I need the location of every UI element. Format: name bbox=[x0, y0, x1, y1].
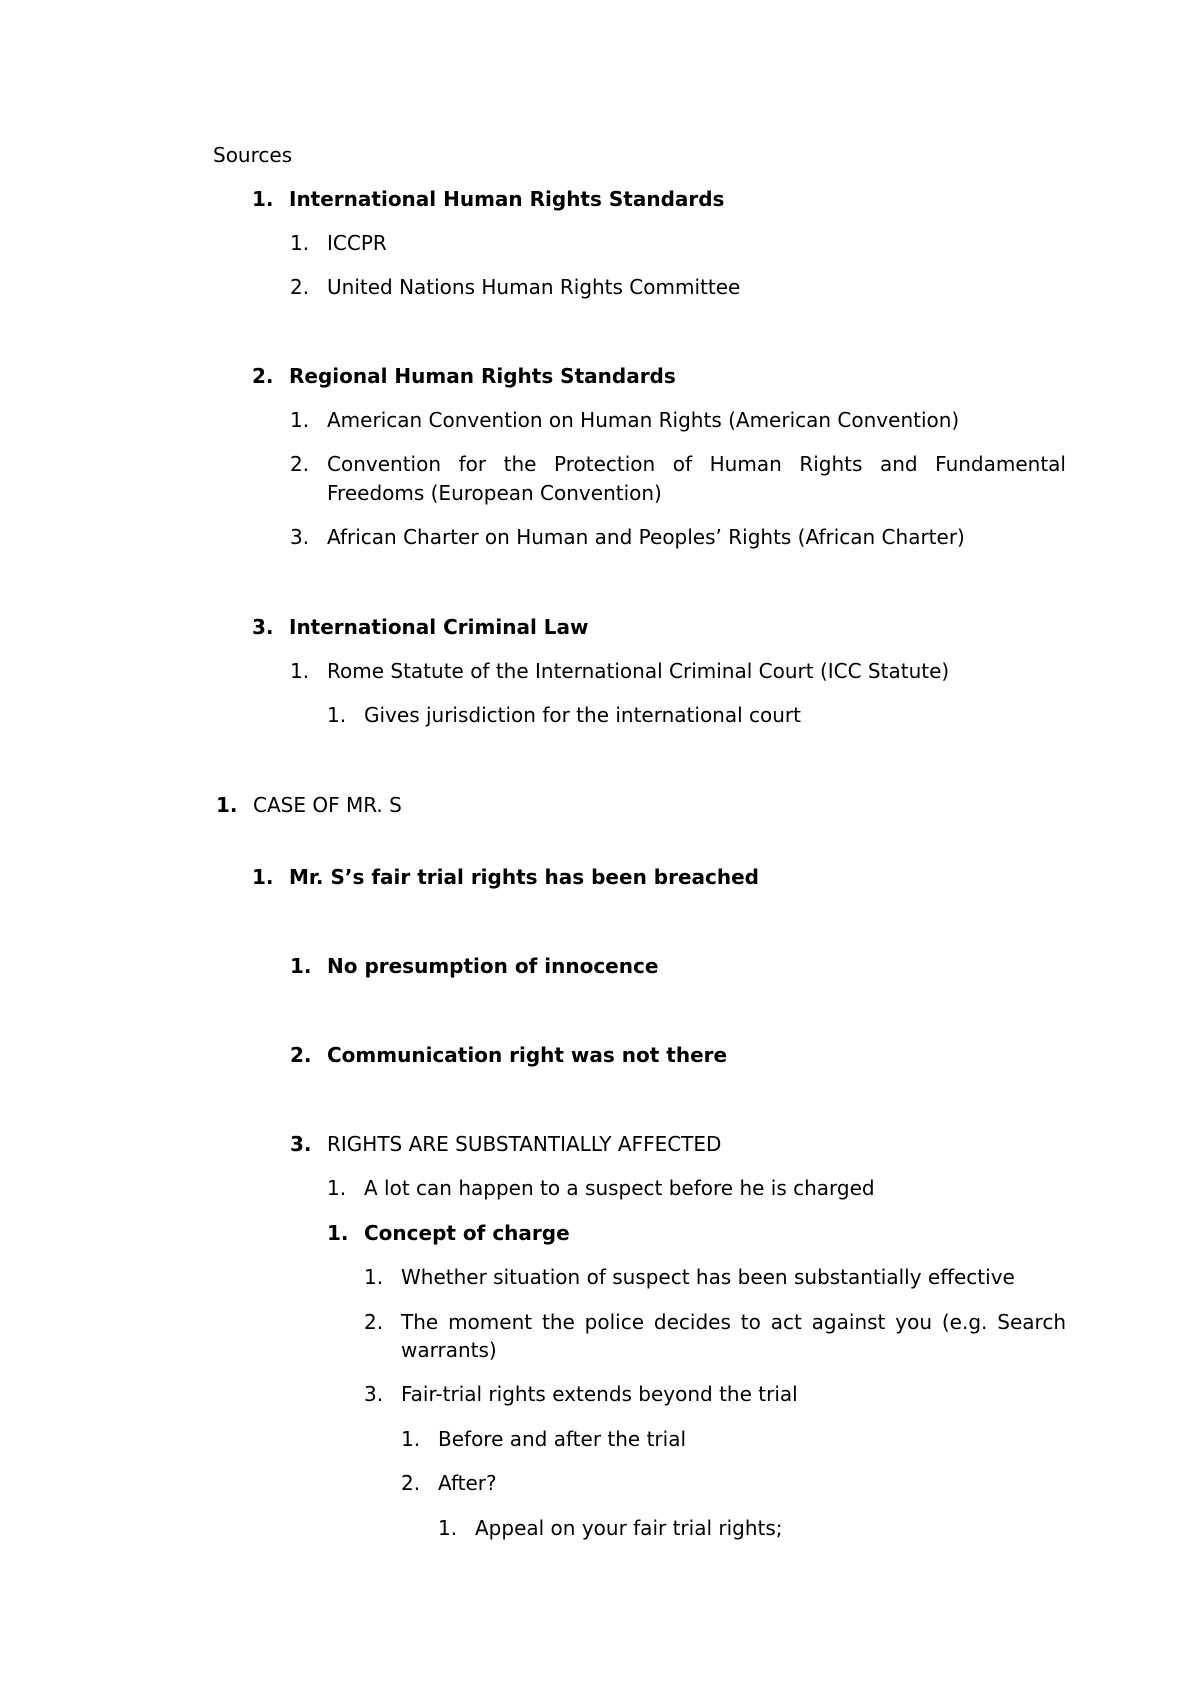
case-point-number: 1. bbox=[252, 865, 274, 889]
list-number: 1. bbox=[290, 231, 310, 255]
list-text: The moment the police decides to act against you (e.g. Search bbox=[401, 1310, 1066, 1334]
section-1-title: International Human Rights Standards bbox=[289, 187, 725, 211]
section-2-title: Regional Human Rights Standards bbox=[289, 364, 676, 388]
case-point-title: Mr. S’s fair trial rights has been breached bbox=[289, 865, 759, 889]
section-3-number: 3. bbox=[252, 615, 274, 639]
list-number: 1. bbox=[290, 408, 310, 432]
list-number: 1. bbox=[438, 1516, 458, 1540]
section-3-title: International Criminal Law bbox=[289, 615, 589, 639]
sub-point-number: 1. bbox=[290, 954, 312, 978]
list-number: 3. bbox=[290, 525, 310, 549]
list-text: After? bbox=[438, 1471, 497, 1495]
list-number: 2. bbox=[290, 452, 310, 476]
sources-heading: Sources bbox=[213, 143, 293, 167]
list-number: 2. bbox=[401, 1471, 421, 1495]
sub-point-title: RIGHTS ARE SUBSTANTIALLY AFFECTED bbox=[327, 1132, 722, 1156]
list-text: Appeal on your fair trial rights; bbox=[475, 1516, 783, 1540]
section-1-number: 1. bbox=[252, 187, 274, 211]
list-number: 1. bbox=[364, 1265, 384, 1289]
list-text: Convention for the Protection of Human Rights and Fundamental bbox=[327, 452, 1066, 476]
list-number: 1. bbox=[327, 703, 347, 727]
list-number: 1. bbox=[290, 659, 310, 683]
list-text: American Convention on Human Rights (American Convention) bbox=[327, 408, 960, 432]
list-number: 1. bbox=[327, 1221, 349, 1245]
list-item-continuation: warrants) bbox=[401, 1338, 497, 1362]
case-title: CASE OF MR. S bbox=[253, 793, 402, 817]
sub-point-number: 3. bbox=[290, 1132, 312, 1156]
list-text: A lot can happen to a suspect before he is charged bbox=[364, 1176, 875, 1200]
list-text: Rome Statute of the International Criminal Court (ICC Statute) bbox=[327, 659, 950, 683]
list-text: Gives jurisdiction for the international court bbox=[364, 703, 801, 727]
list-text: African Charter on Human and Peoples’ Rights (African Charter) bbox=[327, 525, 965, 549]
list-item-continuation: Freedoms (European Convention) bbox=[327, 481, 662, 505]
sub-point-number: 2. bbox=[290, 1043, 312, 1067]
list-text: Fair-trial rights extends beyond the trial bbox=[401, 1382, 798, 1406]
list-number: 2. bbox=[364, 1310, 384, 1334]
concept-title: Concept of charge bbox=[364, 1221, 570, 1245]
section-2-number: 2. bbox=[252, 364, 274, 388]
list-text: United Nations Human Rights Committee bbox=[327, 275, 741, 299]
sub-point-title: No presumption of innocence bbox=[327, 954, 659, 978]
list-text: Before and after the trial bbox=[438, 1427, 687, 1451]
list-text: ICCPR bbox=[327, 231, 387, 255]
list-number: 1. bbox=[327, 1176, 347, 1200]
case-number: 1. bbox=[216, 793, 238, 817]
list-number: 2. bbox=[290, 275, 310, 299]
list-number: 3. bbox=[364, 1382, 384, 1406]
list-number: 1. bbox=[401, 1427, 421, 1451]
list-text: Whether situation of suspect has been substantially effective bbox=[401, 1265, 1015, 1289]
sub-point-title: Communication right was not there bbox=[327, 1043, 728, 1067]
